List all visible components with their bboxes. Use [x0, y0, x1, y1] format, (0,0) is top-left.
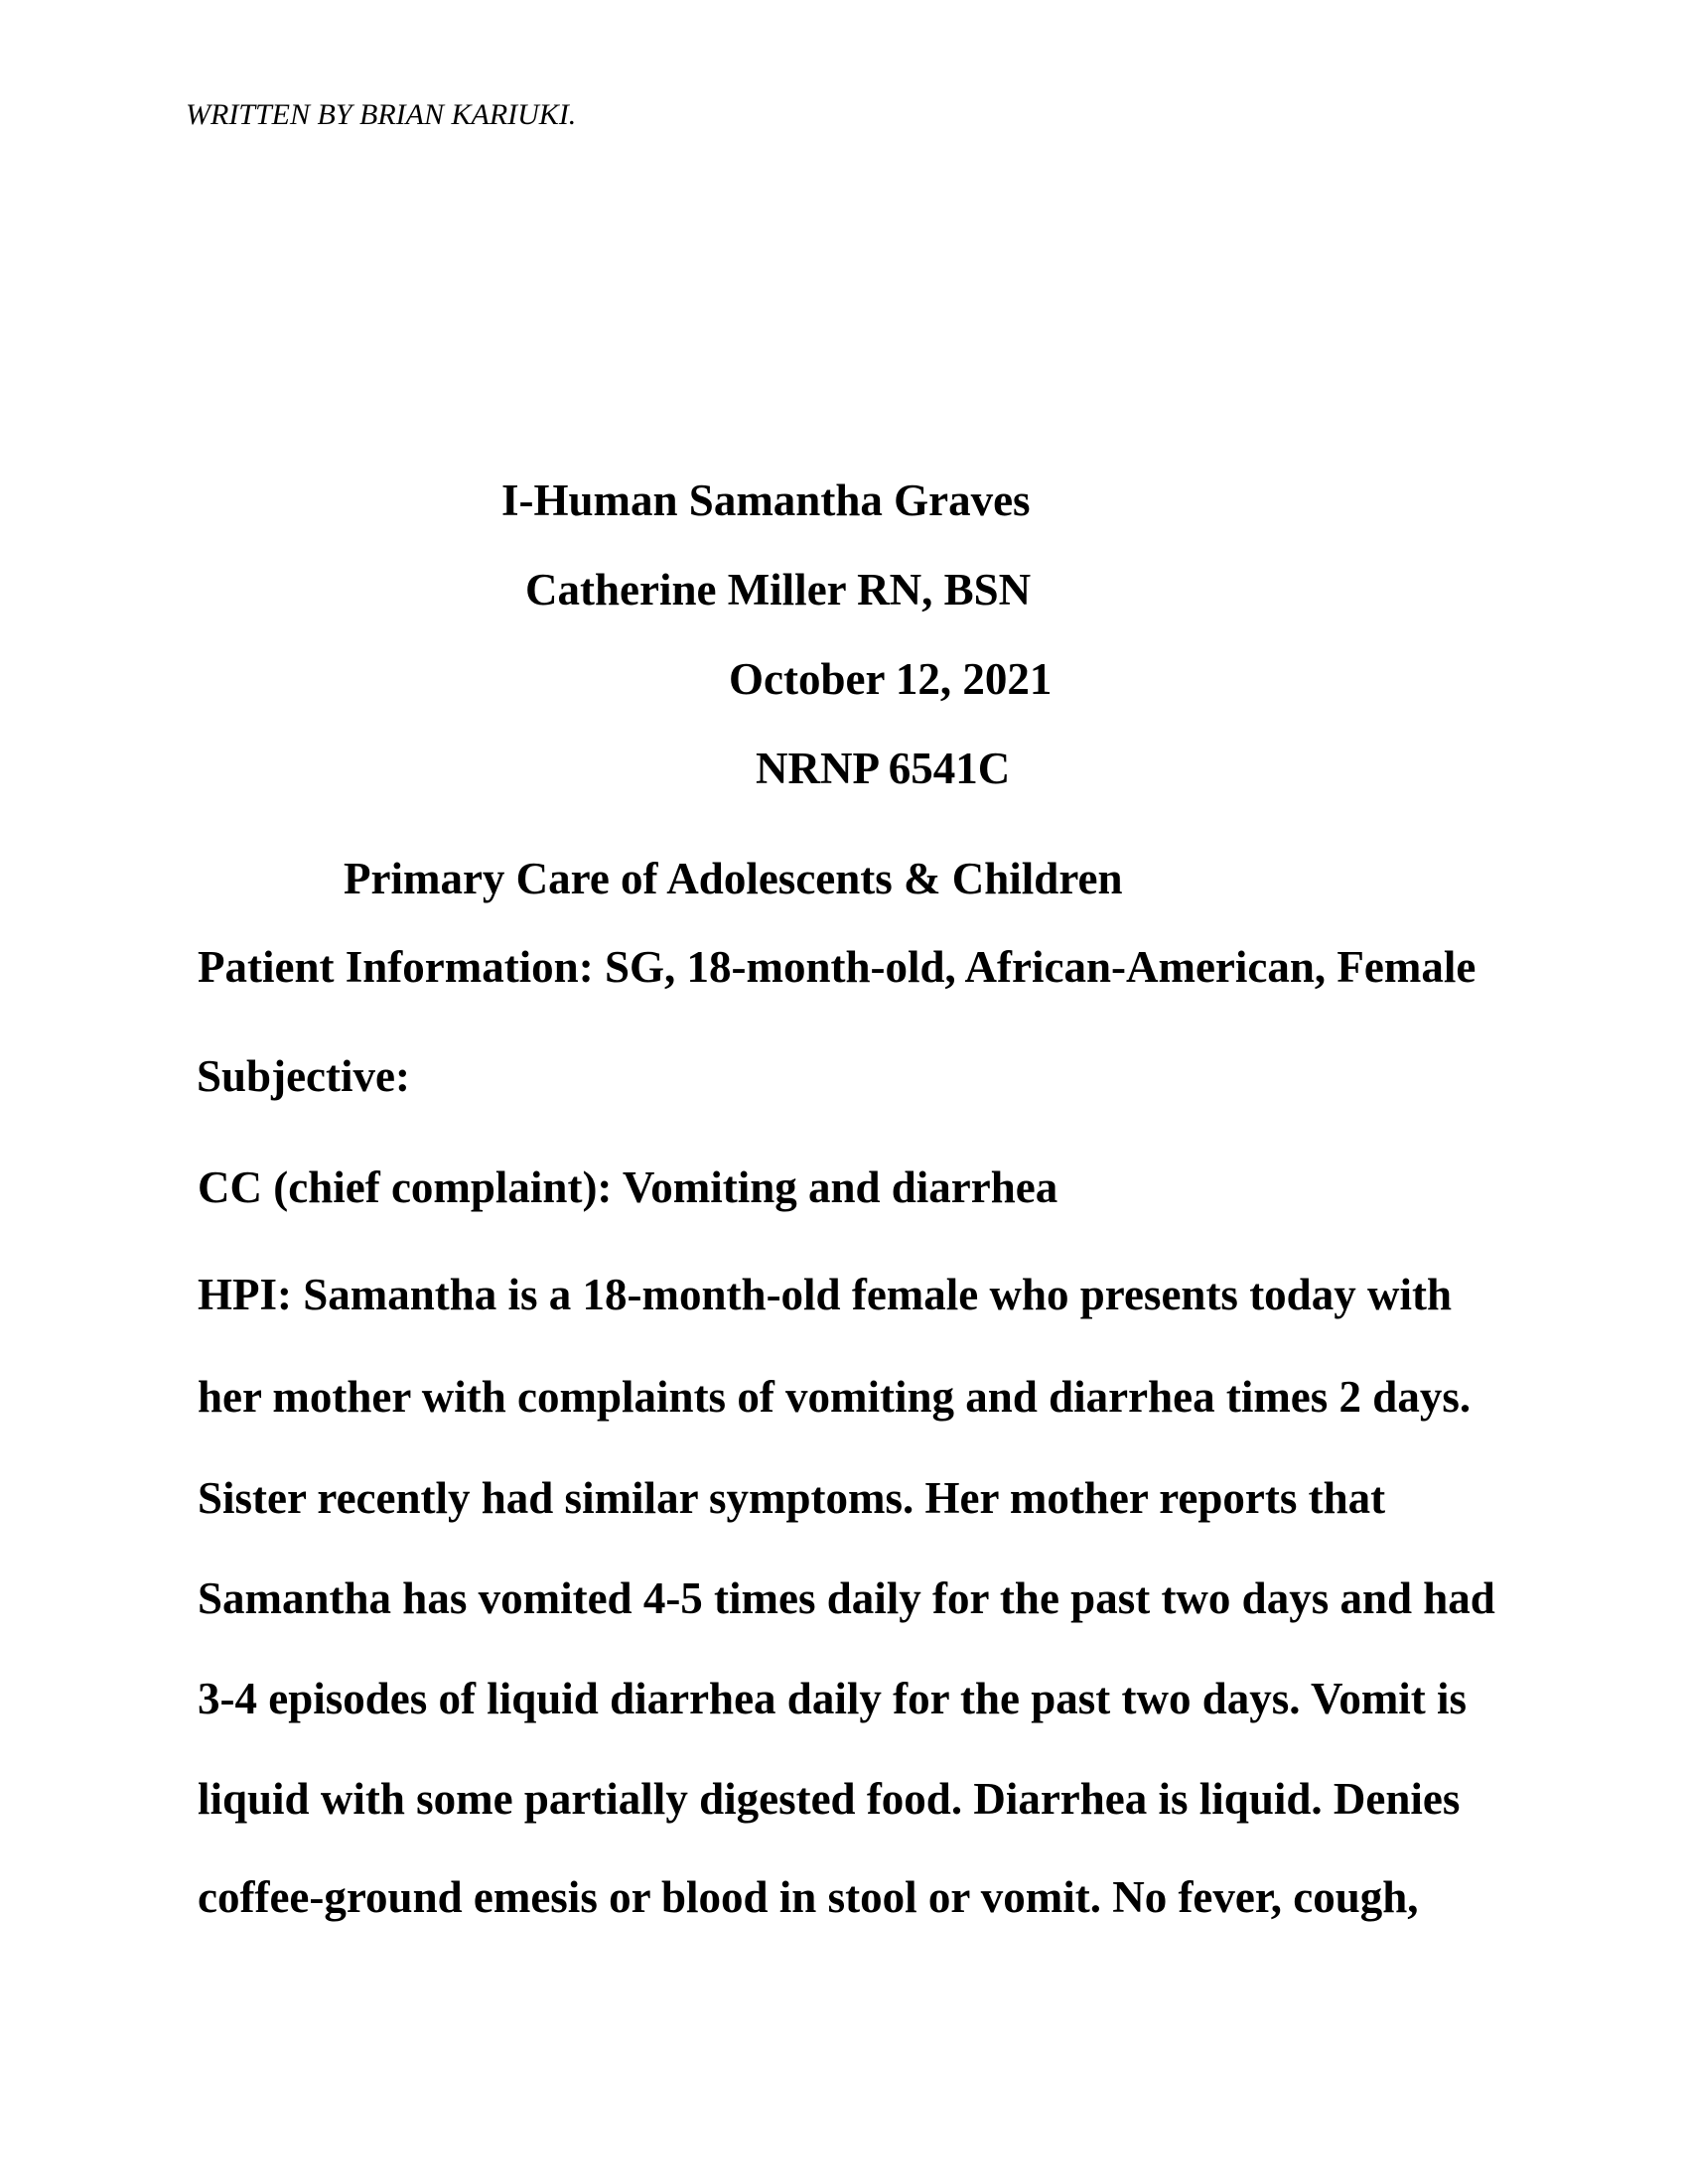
patient-information: Patient Information: SG, 18-month-old, African-American, Female: [198, 942, 1477, 992]
course-code: NRNP 6541C: [756, 744, 1011, 793]
hpi-line: HPI: Samantha is a 18-month-old female who presents today with: [198, 1270, 1452, 1319]
hpi-line: her mother with complaints of vomiting and diarrhea times 2 days.: [198, 1372, 1472, 1422]
author-name: Catherine Miller RN, BSN: [525, 565, 1032, 614]
subjective-heading: Subjective:: [197, 1051, 410, 1101]
author-credit-header: WRITTEN BY BRIAN KARIUKI.: [186, 98, 577, 131]
chief-complaint: CC (chief complaint): Vomiting and diarrhea: [198, 1162, 1058, 1212]
hpi-line: liquid with some partially digested food. Diarrhea is liquid. Denies: [198, 1774, 1461, 1824]
document-title: I-Human Samantha Graves: [501, 476, 1031, 525]
hpi-line: coffee-ground emesis or blood in stool or vomit. No fever, cough,: [198, 1872, 1419, 1922]
hpi-line: Samantha has vomited 4-5 times daily for the past two days and had: [198, 1573, 1495, 1623]
document-date: October 12, 2021: [729, 654, 1053, 704]
course-name: Primary Care of Adolescents & Children: [344, 854, 1123, 903]
hpi-line: 3-4 episodes of liquid diarrhea daily for the past two days. Vomit is: [198, 1674, 1468, 1723]
hpi-line: Sister recently had similar symptoms. Her mother reports that: [198, 1473, 1386, 1523]
